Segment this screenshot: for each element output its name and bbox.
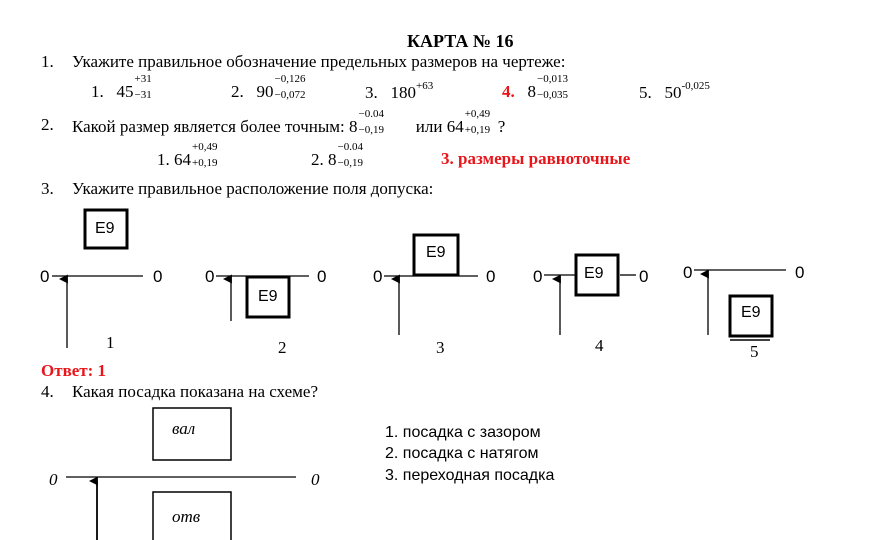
q2-or-text: или 64 bbox=[415, 117, 464, 136]
q4-option-2: 2. посадка с натягом bbox=[385, 445, 539, 462]
zero-label: 0 bbox=[639, 267, 649, 286]
zero-label: 0 bbox=[795, 263, 805, 282]
lower-deviation: −0,19 bbox=[358, 124, 384, 136]
zero-label: 0 bbox=[40, 267, 50, 286]
zero-label: 0 bbox=[153, 267, 163, 286]
upper-deviation: +31 bbox=[134, 73, 152, 85]
zero-label: 0 bbox=[373, 267, 383, 286]
zero-label: 0 bbox=[317, 267, 327, 286]
zero-label: 0 bbox=[486, 267, 496, 286]
tolerance-diagram-5 bbox=[694, 270, 786, 340]
e9-label-3: E9 bbox=[426, 244, 446, 261]
q1-option-number: 1. bbox=[91, 82, 104, 101]
lower-deviation: +0,19 bbox=[192, 157, 218, 169]
q3-answer: Ответ: 1 bbox=[41, 361, 107, 380]
q1-option-base: 90 bbox=[256, 82, 274, 101]
hole-label: отв bbox=[172, 507, 201, 526]
zero-label: 0 bbox=[533, 267, 543, 286]
q4-option-1: 1. посадка с зазором bbox=[385, 424, 541, 441]
card-title: КАРТА № 16 bbox=[407, 31, 514, 51]
q2-number: 2. bbox=[41, 115, 54, 134]
e9-label-4: E9 bbox=[584, 265, 604, 282]
q1-option-base: 50 bbox=[664, 83, 682, 102]
upper-deviation: −0.04 bbox=[337, 141, 363, 153]
q4-number: 4. bbox=[41, 382, 54, 401]
zero-label: 0 bbox=[683, 263, 693, 282]
e9-label-1: E9 bbox=[95, 220, 115, 237]
q2-answer: 3. размеры равноточные bbox=[441, 149, 631, 168]
lower-deviation: +0,19 bbox=[464, 124, 491, 136]
zero-label: 0 bbox=[205, 267, 215, 286]
diagram-number-4: 4 bbox=[595, 336, 604, 355]
diagram-number-1: 1 bbox=[106, 333, 115, 352]
upper-deviation: +63 bbox=[416, 80, 434, 92]
q1-text: Укажите правильное обозначение предельных размеров на чертеже: bbox=[72, 52, 566, 71]
upper-deviation: +0,49 bbox=[464, 108, 491, 120]
q1-option-number: 5. bbox=[639, 83, 652, 102]
upper-deviation: −0,126 bbox=[274, 73, 306, 85]
q1-option-number: 4. bbox=[502, 82, 515, 101]
diagram-number-5: 5 bbox=[750, 342, 759, 361]
zero-label: 0 bbox=[311, 470, 320, 489]
e9-label-2: E9 bbox=[258, 288, 278, 305]
q2-option-text: 2. 8 bbox=[311, 150, 337, 169]
lower-deviation: −0,072 bbox=[274, 89, 306, 101]
shaft-label: вал bbox=[172, 419, 196, 438]
diagram-number-2: 2 bbox=[278, 338, 287, 357]
q4-option-3: 3. переходная посадка bbox=[385, 467, 555, 484]
upper-deviation: -0,025 bbox=[681, 80, 710, 92]
q1-option-number: 2. bbox=[231, 82, 244, 101]
upper-deviation: +0,49 bbox=[192, 141, 218, 153]
q3-text: Укажите правильное расположение поля допуска: bbox=[72, 179, 434, 198]
diagram-number-3: 3 bbox=[436, 338, 445, 357]
q1-option-base: 180 bbox=[390, 83, 416, 102]
q1-number: 1. bbox=[41, 52, 54, 71]
q1-option-number: 3. bbox=[365, 83, 378, 102]
q2-qmark: ? bbox=[497, 117, 506, 136]
lower-deviation: −0,035 bbox=[537, 89, 568, 101]
q4-text: Какая посадка показана на схеме? bbox=[72, 382, 319, 401]
zero-label: 0 bbox=[49, 470, 58, 489]
upper-deviation: −0,013 bbox=[537, 73, 568, 85]
lower-deviation: −31 bbox=[134, 89, 152, 101]
upper-deviation: −0.04 bbox=[358, 108, 384, 120]
q3-number: 3. bbox=[41, 179, 54, 198]
lower-deviation: −0,19 bbox=[337, 157, 363, 169]
q2-option-text: 1. 64 bbox=[157, 150, 191, 169]
e9-label-5: E9 bbox=[741, 304, 761, 321]
q1-option-base: 8 bbox=[527, 82, 536, 101]
q2-text: Какой размер является более точным: 8 bbox=[72, 117, 358, 136]
q1-option-base: 45 bbox=[116, 82, 134, 101]
